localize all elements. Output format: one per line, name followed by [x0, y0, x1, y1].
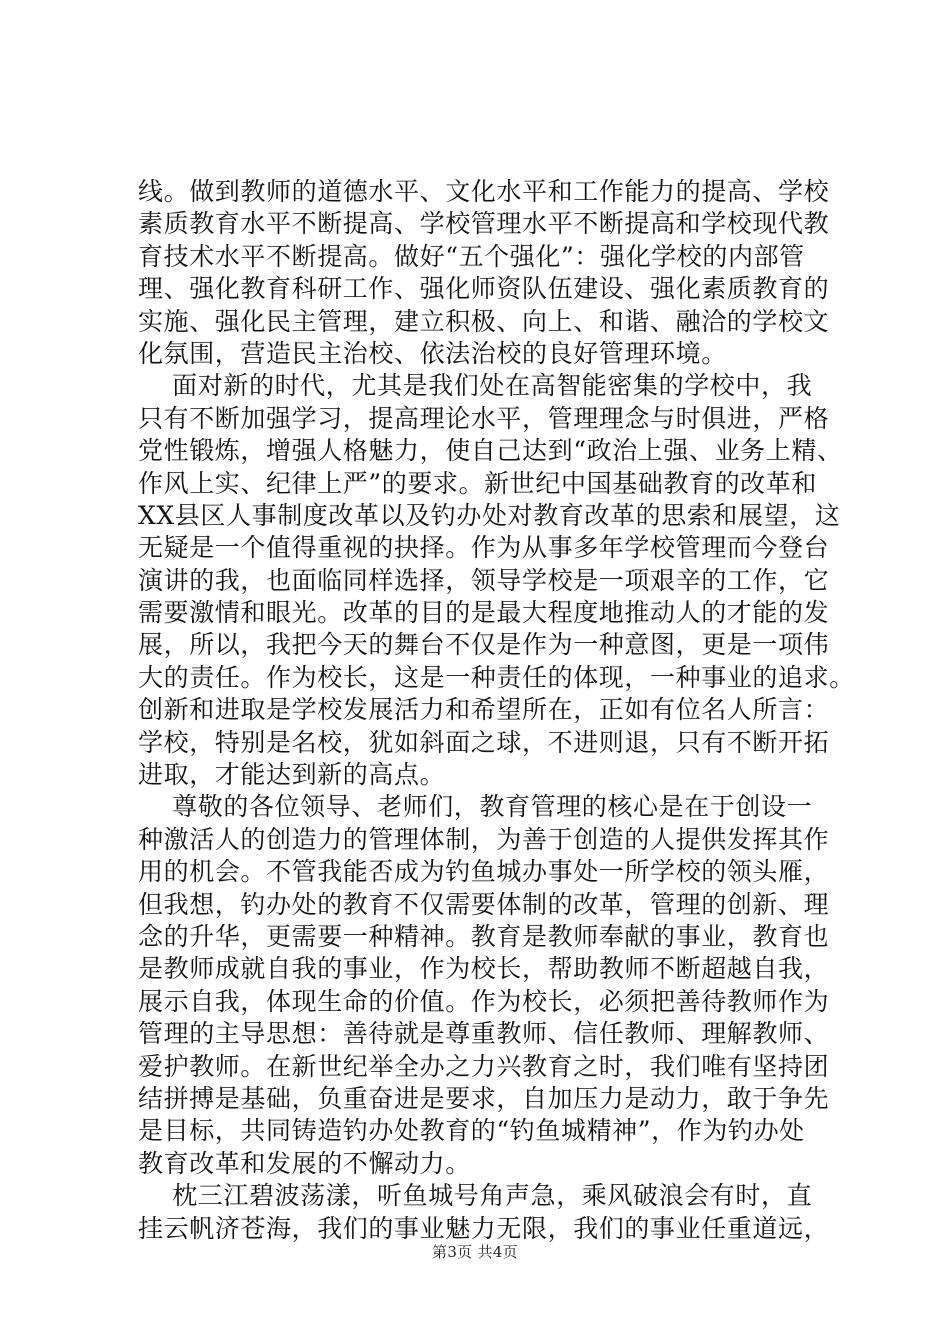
- text-line: 展，所以，我把今天的舞台不仅是作为一种意图，更是一项伟: [138, 630, 830, 660]
- text-line: 党性锻炼，增强人格魅力，使自己达到“政治上强、业务上精、: [138, 436, 843, 466]
- text-line: 实施、强化民主管理，建立积极、向上、和谐、融洽的学校文: [138, 306, 830, 336]
- text-line: 线。做到教师的道德水平、文化水平和工作能力的提高、学校: [138, 177, 830, 206]
- text-line: 素质教育水平不断提高、学校管理水平不断提高和学校现代教: [138, 209, 830, 239]
- page-footer: [0, 1242, 950, 1262]
- text-line: 管理的主导思想：善待就是尊重教师、信任教师、理解教师、: [138, 1019, 830, 1049]
- text-line: 用的机会。不管我能否成为钓鱼城办事处一所学校的领头雁，: [138, 857, 830, 887]
- text-line: 创新和进取是学校发展活力和希望所在，正如有位名人所言：: [138, 695, 830, 725]
- text-line: 但我想，钓办处的教育不仅需要体制的改革，管理的创新、理: [138, 889, 830, 919]
- text-line: 大的责任。作为校长，这是一种责任的体现，一种事业的追求。: [138, 662, 855, 692]
- text-line: 理、强化教育科研工作、强化师资队伍建设、强化素质教育的: [138, 274, 830, 304]
- text-line: 教育改革和发展的不懈动力。: [138, 1148, 471, 1178]
- text-line: 进取，才能达到新的高点。: [138, 760, 446, 790]
- text-line: XX县区人事制度改革以及钓办处对教育改革的思索和展望，这: [138, 500, 841, 530]
- text-line: 结拼搏是基础，负重奋进是要求，自加压力是动力，敢于争先: [138, 1083, 830, 1113]
- text-line: 演讲的我，也面临同样选择，领导学校是一项艰辛的工作，它: [138, 565, 830, 595]
- text-line: 需要激情和眼光。改革的目的是最大程度地推动人的才能的发: [138, 598, 830, 628]
- text-line: 是目标，共同铸造钓办处教育的“钓鱼城精神”，作为钓办处: [138, 1116, 805, 1146]
- text-line: 爱护教师。在新世纪举全办之力兴教育之时，我们唯有坚持团: [138, 1051, 830, 1081]
- text-line: 挂云帆济苍海，我们的事业魅力无限，我们的事业任重道远，: [138, 1213, 830, 1243]
- text-line: 育技术水平不断提高。做好“五个强化”：强化学校的内部管: [138, 241, 805, 271]
- text-line: 展示自我，体现生命的价值。作为校长，必须把善待教师作为: [138, 986, 830, 1016]
- text-line: 作风上实、纪律上严”的要求。新世纪中国基础教育的改革和: [138, 468, 817, 498]
- text-line: 尊敬的各位领导、老师们，教育管理的核心是在于创设一: [138, 792, 813, 822]
- text-line: 是教师成就自我的事业，作为校长，帮助教师不断超越自我，: [138, 954, 830, 984]
- text-line: 只有不断加强学习，提高理论水平，管理理念与时俱进，严格: [138, 403, 830, 433]
- page-number: 第3页 共4页: [432, 1243, 518, 1261]
- text-line: 化氛围，营造民主治校、依法治校的良好管理环境。: [138, 338, 727, 368]
- text-line: 面对新的时代，尤其是我们处在高智能密集的学校中，我: [138, 371, 813, 401]
- body-text: [138, 176, 855, 1245]
- text-line: 枕三江碧波荡漾，听鱼城号角声急，乘风破浪会有时，直: [138, 1181, 813, 1211]
- text-line: 无疑是一个值得重视的抉择。作为从事多年学校管理而今登台: [138, 533, 830, 563]
- text-line: 种激活人的创造力的管理体制，为善于创造的人提供发挥其作: [138, 824, 830, 854]
- text-line: 念的升华，更需要一种精神。教育是教师奉献的事业，教育也: [138, 921, 830, 951]
- text-line: 学校，特别是名校，犹如斜面之球，不进则退，只有不断开拓: [138, 727, 830, 757]
